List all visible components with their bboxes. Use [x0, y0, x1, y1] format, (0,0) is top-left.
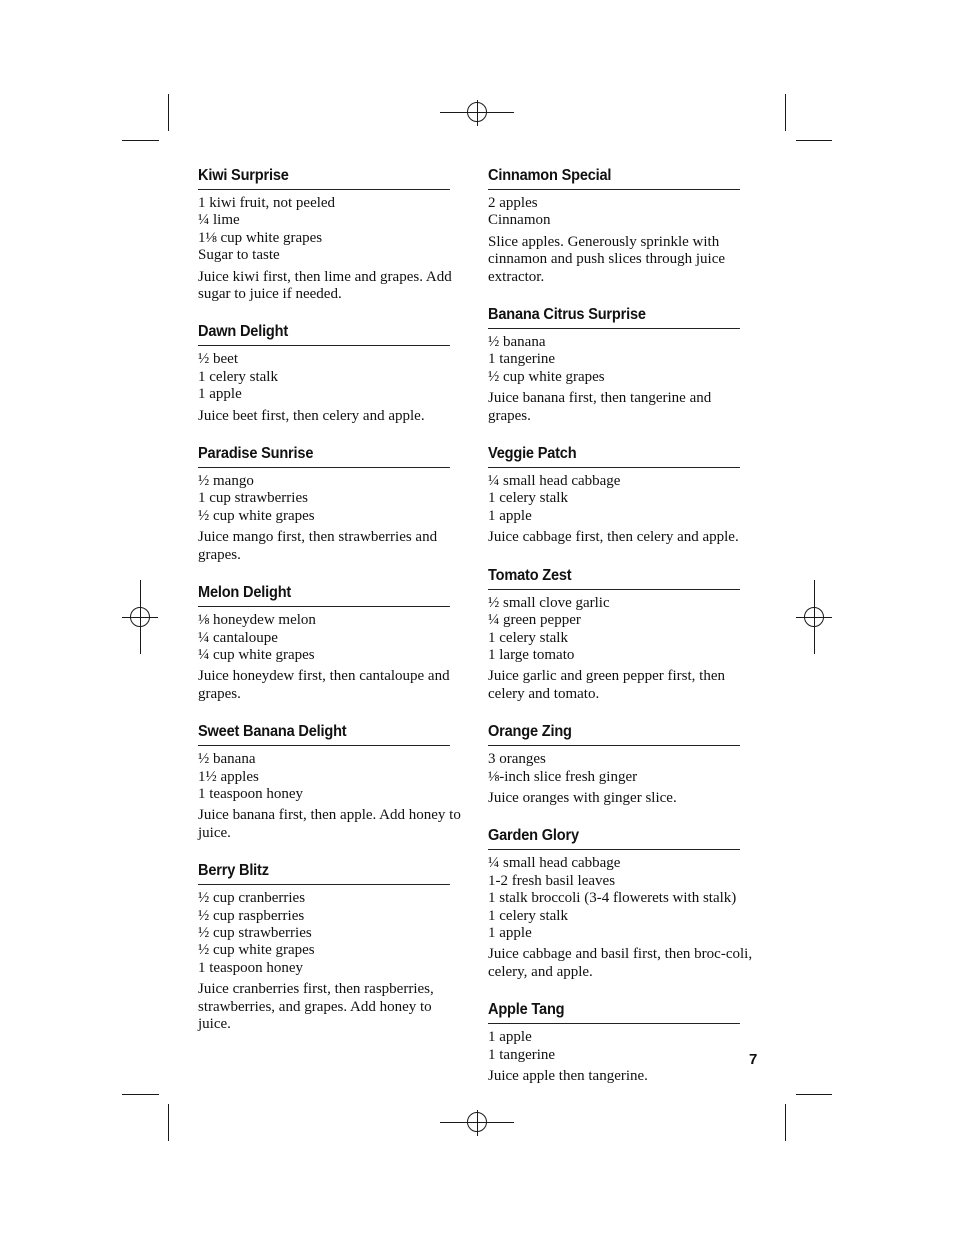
ingredient-item: ½ cup cranberries — [198, 890, 306, 907]
recipe-title: Banana Citrus Surprise — [488, 306, 740, 329]
ingredient-item: 1 kiwi fruit, not peeled — [198, 195, 336, 211]
recipe-garden-glory — [488, 827, 756, 981]
ingredient-item: 1 tangerine — [488, 351, 556, 368]
crop-mark-top-left-horizontal — [122, 140, 159, 141]
ingredient-list — [198, 473, 466, 525]
ingredient-list — [488, 473, 756, 525]
recipe-directions: Juice cranberries first, then raspberries, strawberries, and grapes. Add honey to juice. — [198, 981, 434, 1032]
ingredient-item: Sugar to taste — [198, 247, 280, 264]
crop-mark-top-right-vertical — [785, 94, 786, 131]
ingredient-item: 1 apple — [488, 924, 532, 941]
recipe-title: Tomato Zest — [488, 567, 740, 590]
ingredient-item: ¼ lime — [198, 212, 240, 229]
recipe-title: Kiwi Surprise — [198, 167, 450, 190]
recipe-paradise-sunrise — [198, 445, 466, 564]
recipe-veggie-patch — [488, 445, 756, 547]
ingredient-item: 1 tangerine — [488, 1046, 556, 1063]
recipe-directions: Juice garlic and green pepper first, then celery and tomato. — [488, 668, 725, 702]
ingredient-item: ¼ small head cabbage — [488, 855, 621, 872]
ingredient-item: ½ small clove garlic — [488, 594, 610, 611]
ingredient-item: 1 apple — [198, 386, 242, 403]
ingredient-list — [488, 195, 756, 230]
recipe-title: Paradise Sunrise — [198, 445, 450, 468]
ingredient-list — [198, 890, 466, 977]
ingredient-item: 1 celery stalk — [488, 629, 568, 646]
recipe-directions: Juice apple then tangerine. — [488, 1068, 648, 1084]
recipe-directions: Juice cabbage and basil first, then broc-coli, celery, and apple. — [488, 946, 753, 980]
page-number: 7 — [749, 1051, 758, 1068]
ingredient-item: 1 apple — [488, 507, 532, 524]
recipe-title: Apple Tang — [488, 1001, 740, 1024]
recipe-cinnamon-special — [488, 167, 756, 286]
recipe-directions: Slice apples. Generously sprinkle with cinnamon and push slices through juice extractor. — [488, 233, 726, 285]
crop-mark-bottom-right-vertical — [785, 1104, 786, 1141]
ingredient-list — [198, 751, 466, 803]
recipe-title: Berry Blitz — [198, 862, 450, 885]
recipe-orange-zing — [488, 723, 756, 807]
right-recipe-column — [488, 167, 756, 1105]
ingredient-list — [488, 595, 756, 665]
ingredient-item: ½ mango — [198, 473, 254, 490]
recipe-sweet-banana-delight — [198, 723, 466, 842]
registration-bottom-circle — [467, 1112, 487, 1132]
registration-left-circle — [130, 607, 150, 627]
recipe-melon-delight — [198, 584, 466, 703]
ingredient-item: ½ beet — [198, 351, 238, 368]
ingredient-list — [198, 195, 466, 265]
ingredient-item: ¼ green pepper — [488, 612, 581, 629]
ingredient-item: ½ banana — [198, 751, 256, 768]
ingredient-item: 1 apple — [488, 1029, 532, 1046]
ingredient-item: ½ cup white grapes — [198, 942, 315, 959]
ingredient-item: 1⅛ cup white grapes — [198, 229, 323, 246]
recipe-title: Veggie Patch — [488, 445, 740, 468]
ingredient-item: ½ cup white grapes — [198, 507, 315, 524]
ingredient-item: Cinnamon — [488, 212, 551, 229]
recipe-directions: Juice mango first, then strawberries and grapes. — [198, 529, 438, 563]
ingredient-item: 2 apples — [488, 195, 538, 211]
crop-mark-bottom-left-horizontal — [122, 1094, 159, 1095]
recipe-title: Cinnamon Special — [488, 167, 740, 190]
recipe-directions: Juice banana first, then tangerine and grapes. — [488, 390, 712, 424]
recipe-tomato-zest — [488, 567, 756, 703]
recipe-title: Garden Glory — [488, 827, 740, 850]
ingredient-item: ⅛ honeydew melon — [198, 612, 316, 629]
ingredient-item: ¼ cup white grapes — [198, 646, 315, 663]
ingredient-item: ¼ small head cabbage — [488, 473, 621, 490]
ingredient-list — [488, 855, 756, 942]
crop-mark-bottom-left-vertical — [168, 1104, 169, 1141]
ingredient-item: ½ cup strawberries — [198, 924, 312, 941]
ingredient-item: 1 celery stalk — [488, 490, 568, 507]
ingredient-item: 1 large tomato — [488, 646, 575, 663]
recipe-directions: Juice beet first, then celery and apple. — [198, 407, 425, 424]
recipe-directions: Juice oranges with ginger slice. — [488, 789, 677, 806]
ingredient-list — [198, 351, 466, 403]
ingredient-item: 1 celery stalk — [488, 907, 568, 924]
recipe-directions: Juice honeydew first, then cantaloupe and grapes. — [198, 668, 450, 702]
recipe-title: Melon Delight — [198, 584, 450, 607]
recipe-title: Sweet Banana Delight — [198, 723, 450, 746]
crop-mark-bottom-right-horizontal — [796, 1094, 832, 1095]
ingredient-item: ⅛-inch slice fresh ginger — [488, 768, 638, 785]
ingredient-list — [488, 334, 756, 386]
ingredient-item: 1 teaspoon honey — [198, 785, 303, 802]
recipe-directions: Juice banana first, then apple. Add honey to juice. — [198, 807, 461, 841]
ingredient-list — [488, 751, 756, 786]
recipe-title: Dawn Delight — [198, 323, 450, 346]
recipe-apple-tang — [488, 1001, 756, 1085]
registration-right-circle — [804, 607, 824, 627]
recipe-dawn-delight — [198, 323, 466, 425]
ingredient-item: 1 cup strawberries — [198, 490, 308, 507]
ingredient-item: ½ banana — [488, 334, 546, 351]
recipe-banana-citrus-surprise — [488, 306, 756, 425]
recipe-directions: Juice cabbage first, then celery and apple. — [488, 529, 739, 546]
ingredient-item: ½ cup raspberries — [198, 907, 305, 924]
ingredient-list — [488, 1029, 756, 1064]
crop-mark-top-left-vertical — [168, 94, 169, 131]
recipe-directions: Juice kiwi first, then lime and grapes. Add sugar to juice if needed. — [198, 268, 452, 303]
recipe-berry-blitz — [198, 862, 466, 1033]
crop-mark-top-right-horizontal — [796, 140, 832, 141]
ingredient-list — [198, 612, 466, 664]
ingredient-item: ¼ cantaloupe — [198, 629, 278, 646]
ingredient-item: 1½ apples — [198, 768, 259, 785]
registration-top-circle — [467, 102, 487, 122]
recipe-kiwi-surprise — [198, 167, 466, 303]
left-recipe-column — [198, 167, 466, 1053]
ingredient-item: ½ cup white grapes — [488, 368, 605, 385]
ingredient-item: 1 stalk broccoli (3-4 flowerets with stalk) — [488, 890, 737, 907]
ingredient-item: 1 celery stalk — [198, 368, 278, 385]
recipe-title: Orange Zing — [488, 723, 740, 746]
ingredient-item: 3 oranges — [488, 751, 546, 768]
ingredient-item: 1-2 fresh basil leaves — [488, 872, 616, 889]
ingredient-item: 1 teaspoon honey — [198, 959, 303, 976]
